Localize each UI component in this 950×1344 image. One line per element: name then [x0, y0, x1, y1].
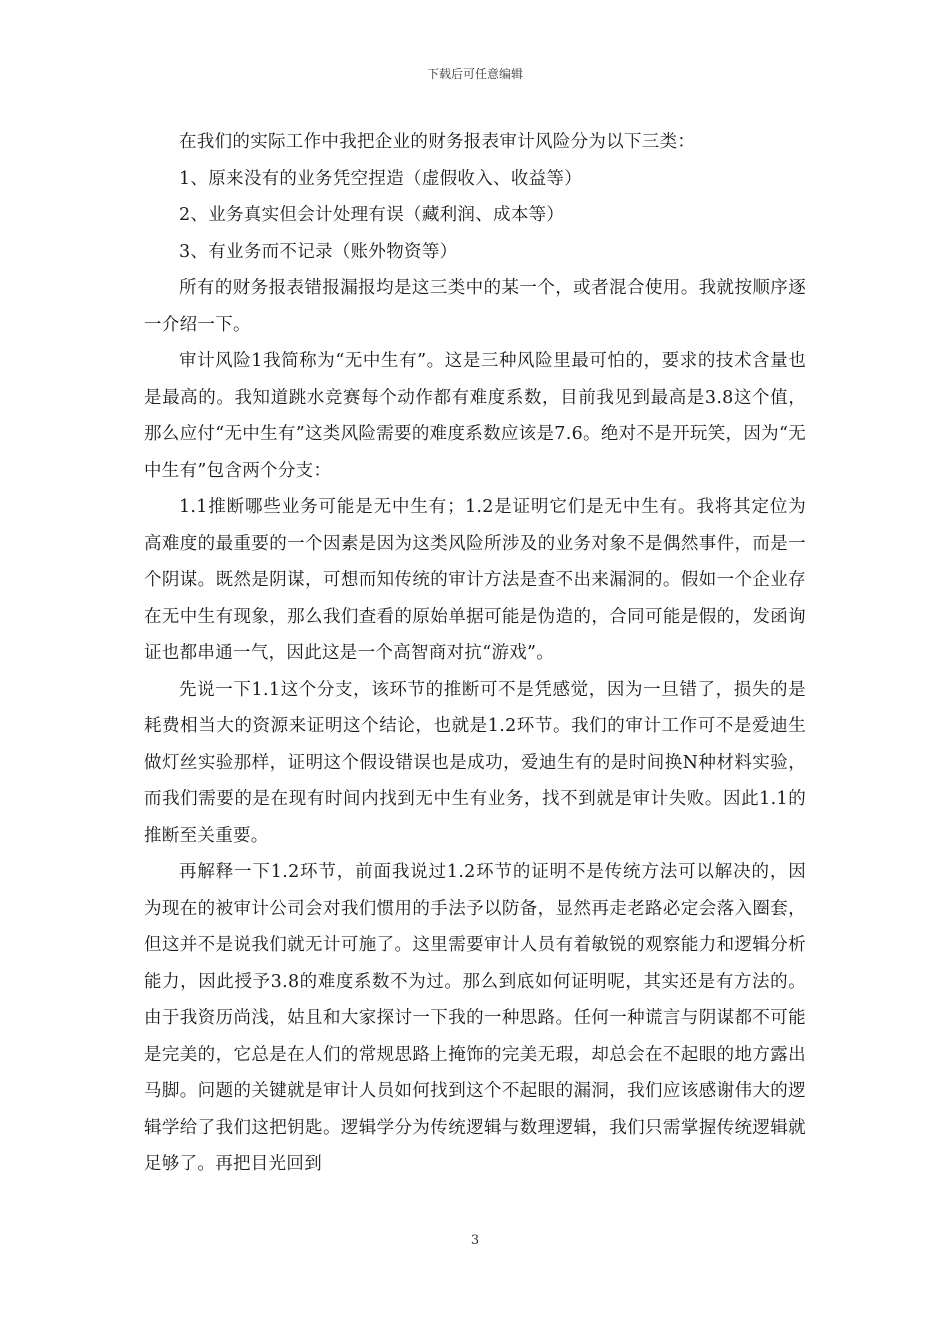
paragraph-branch-1-2: 再解释一下1.2环节，前面我说过1.2环节的证明不是传统方法可以解决的，因为现在的被审计公司会对我们惯用的手法予以防备，显然再走老路必定会落入圈套，但这并不是说我们就无计可施了。这里需要审计人员有着敏锐的观察能力和逻辑分析能力，因此授予3.8的难度系数不为过。那么到底如何证明呢，其实还是有方法的。由于我资历尚浅，姑且和大家探讨一下我的一种思路。任何一种谎言与阴谋都不可能是完美的，它总是在人们的常规思路上掩饰的完美无瑕，却总会在不起眼的地方露出马脚。问题的关键就是审计人员如何找到这个不起眼的漏洞，我们应该感谢伟大的逻辑学给了我们这把钥匙。逻辑学分为传统逻辑与数理逻辑，我们只需掌握传统逻辑就足够了。再把目光回到 [144, 862, 806, 1174]
paragraph-branches: 1.1推断哪些业务可能是无中生有；1.2是证明它们是无中生有。我将其定位为高难度的最重要的一个因素是因为这类风险所涉及的业务对象不是偶然事件，而是一个阴谋。既然是阴谋，可想而知传统的审计方法是查不出来漏洞的。假如一个企业存在无中生有现象，那么我们查看的原始单据可能是伪造的，合同可能是假的，发函询证也都串通一气，因此这是一个高智商对抗“游戏”。 [144, 497, 806, 663]
paragraph-list-item-3: 3、有业务而不记录（账外物资等） [179, 241, 458, 262]
paragraph-intro: 在我们的实际工作中我把企业的财务报表审计风险分为以下三类： [179, 132, 696, 152]
document-body [144, 124, 806, 1183]
page-header: 下载后可任意编辑 [426, 67, 523, 81]
paragraph-branch-1-1: 先说一下1.1这个分支，该环节的推断可不是凭感觉，因为一旦错了，损失的是耗费相当大的资源来证明这个结论，也就是1.2环节。我们的审计工作可不是爱迪生做灯丝实验那样，证明这个假设错误也是成功，爱迪生有的是时间换N种材料实验，而我们需要的是在现有时间内找到无中生有业务，找不到就是审计失败。因此1.1的推断至关重要。 [144, 679, 806, 846]
paragraph-risk-1: 审计风险1我简称为“无中生有”。这是三种风险里最可怕的，要求的技术含量也是最高的。我知道跳水竞赛每个动作都有难度系数，目前我见到最高是3.8这个值，那么应付“无中生有”这类风险需要的难度系数应该是7.6。绝对不是开玩笑，因为“无中生有”包含两个分支： [144, 351, 806, 481]
paragraph-list-item-2: 2、业务真实但会计处理有误（藏利润、成本等） [179, 205, 565, 225]
paragraph-summary: 所有的财务报表错报漏报均是这三类中的某一个，或者混合使用。我就按顺序逐一介绍一下。 [144, 278, 806, 335]
paragraph-list-item-1: 1、原来没有的业务凭空捏造（虚假收入、收益等） [179, 168, 583, 189]
page-number: 3 [470, 1233, 480, 1248]
